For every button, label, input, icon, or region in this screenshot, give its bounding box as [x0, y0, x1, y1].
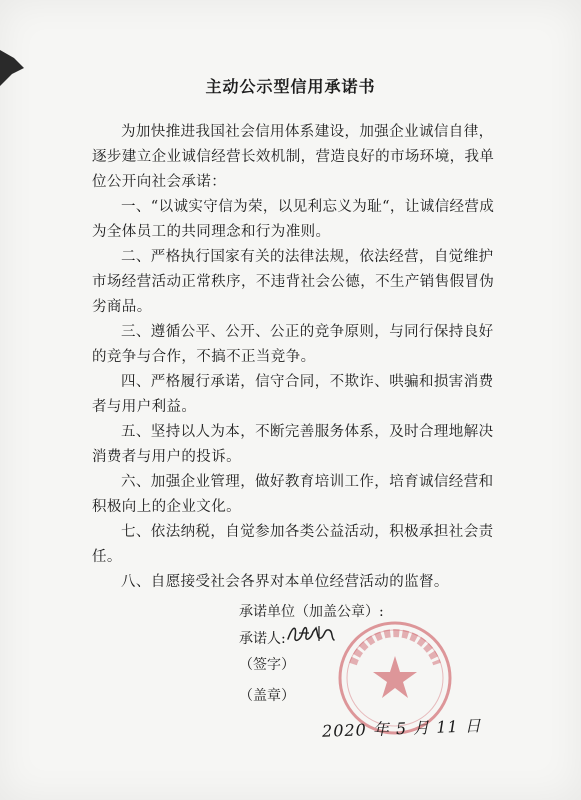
paragraph-item-6: 六、加强企业管理，做好教育培训工作，培育诚信经营和积极向上的企业文化。 [92, 474, 494, 515]
signature-unit-label: 承诺单位（加盖公章）: [239, 604, 384, 620]
paragraph-item-4: 四、严格履行承诺，信守合同，不欺诈、哄骗和损害消费者与用户利益。 [92, 374, 494, 415]
signature-person-label: 承诺人: [239, 631, 286, 647]
paragraph-item-3: 三、遵循公平、公开、公正的竞争原则，与同行保持良好的竞争与合作，不搞不正当竞争。 [92, 324, 494, 365]
paragraph-intro: 为加快推进我国社会信用体系建设，加强企业诚信自律，逐步建立企业诚信经营长效机制，营造良好的市场环境，我单位公开向社会承诺： [92, 124, 495, 190]
signature-seal-note: （盖章） [239, 688, 295, 704]
paragraph-item-2: 二、严格执行国家有关的法律法规，依法经营，自觉维护市场经营活动正常秩序，不违背社会公德，不生产销售假冒伪劣商品。 [92, 249, 495, 315]
document-body [92, 120, 502, 595]
paragraph-item-8: 八、自愿接受社会各界对本单位经营活动的监督。 [121, 574, 449, 590]
handwritten-signature [285, 621, 337, 647]
paragraph-item-1: 一、“以诚实守信为荣，以见利忘义为耻“，让诚信经营成为全体员工的共同理念和行为准则。 [92, 199, 495, 240]
paragraph-item-7: 七、依法纳税，自觉参加各类公益活动，积极承担社会责任。 [92, 524, 494, 565]
paragraph-item-5: 五、坚持以人为本，不断完善服务体系，及时合理地解决消费者与用户的投诉。 [92, 424, 494, 465]
document-date: 2020 年 5 月 11 日 [321, 716, 483, 741]
signature-sign-note: （签字） [239, 657, 295, 673]
document-title: 主动公示型信用承诺书 [205, 77, 376, 96]
